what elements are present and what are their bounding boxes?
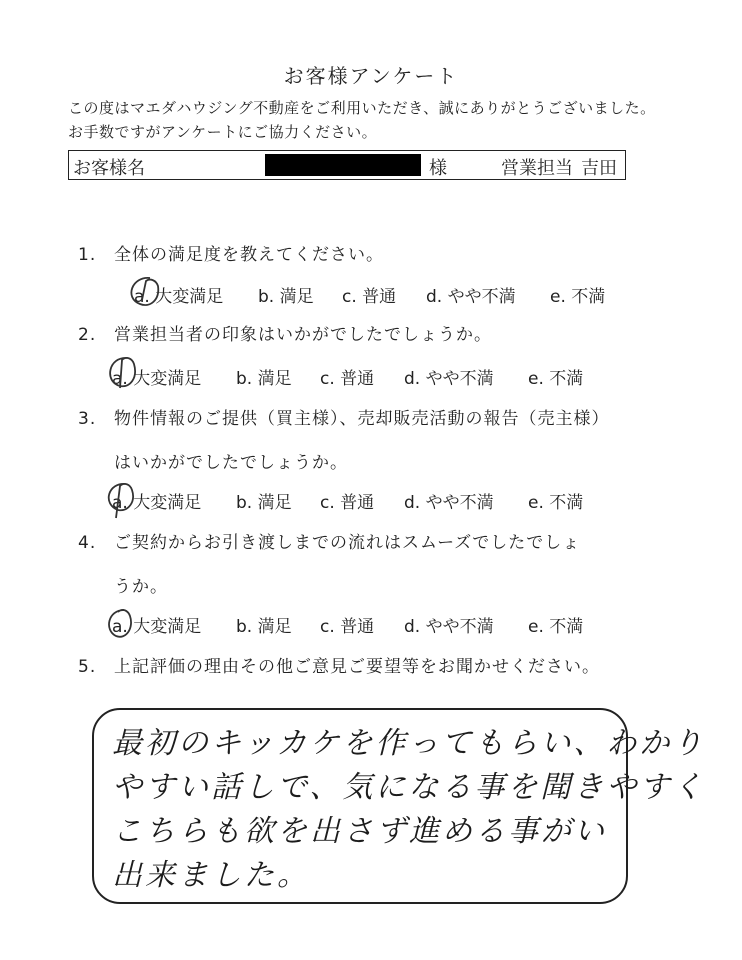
option-b[interactable]: b. 満足: [236, 617, 292, 637]
question-3-continued: はいかがでしたでしょうか。: [114, 453, 348, 473]
option-e[interactable]: e. 不満: [528, 369, 584, 389]
question-number: 5.: [78, 657, 97, 677]
selection-circle-q3: [109, 484, 133, 518]
option-e[interactable]: e. 不満: [528, 617, 584, 637]
question-text: 上記評価の理由その他ご意見ご要望等をお聞かせください。: [114, 657, 600, 677]
sales-rep-label: 営業担当: [501, 158, 573, 179]
handwritten-line-4: 出来ました。: [112, 858, 310, 893]
handwritten-line-2: やすい話しで、気になる事を聞きやすく: [112, 770, 706, 805]
customer-name-label: お客様名: [73, 158, 145, 179]
question-number: 1.: [78, 245, 97, 265]
question-number: 3.: [78, 409, 97, 429]
option-c[interactable]: c. 普通: [320, 493, 375, 513]
question-text: 営業担当者の印象はいかがでしたでしょうか。: [114, 325, 492, 345]
question-text: 物件情報のご提供（買主様）、売却販売活動の報告（売主様）: [114, 409, 610, 429]
option-d[interactable]: d. やや不満: [404, 617, 494, 637]
handwritten-line-3: こちらも欲を出さず進める事がい: [112, 814, 607, 849]
question-number: 4.: [78, 533, 97, 553]
question-text: 全体の満足度を教えてください。: [114, 245, 384, 265]
option-a[interactable]: a. 大変満足: [112, 493, 202, 513]
selection-circle-q1: [131, 278, 158, 305]
selection-circle-q4: [109, 610, 131, 637]
option-d[interactable]: d. やや不満: [404, 369, 494, 389]
option-b[interactable]: b. 満足: [258, 287, 314, 307]
option-a[interactable]: a. 大変満足: [134, 287, 224, 307]
sales-rep-name: 吉田: [581, 158, 617, 179]
option-b[interactable]: b. 満足: [236, 369, 292, 389]
option-c[interactable]: c. 普通: [320, 617, 375, 637]
question-text: ご契約からお引き渡しまでの流れはスムーズでしたでしょ: [114, 533, 581, 553]
option-c[interactable]: c. 普通: [320, 369, 375, 389]
option-d[interactable]: d. やや不満: [404, 493, 494, 513]
option-e[interactable]: e. 不満: [550, 287, 606, 307]
option-a[interactable]: a. 大変満足: [112, 617, 202, 637]
question-number: 2.: [78, 325, 97, 345]
option-e[interactable]: e. 不満: [528, 493, 584, 513]
sama-label: 様: [429, 158, 447, 179]
option-d[interactable]: d. やや不満: [426, 287, 516, 307]
question-4-continued: うか。: [114, 577, 168, 597]
survey-title: お客様アンケート: [283, 64, 459, 88]
intro-text: この度はマエダハウジング不動産をご利用いただき、誠にありがとうございました。お手数ですがアンケートにご協力ください。: [68, 99, 656, 141]
option-c[interactable]: c. 普通: [342, 287, 397, 307]
option-b[interactable]: b. 満足: [236, 493, 292, 513]
handwritten-line-1: 最初のキッカケを作ってもらい、わかり: [112, 726, 706, 761]
option-a[interactable]: a. 大変満足: [112, 369, 202, 389]
selection-circle-q2: [110, 358, 135, 388]
